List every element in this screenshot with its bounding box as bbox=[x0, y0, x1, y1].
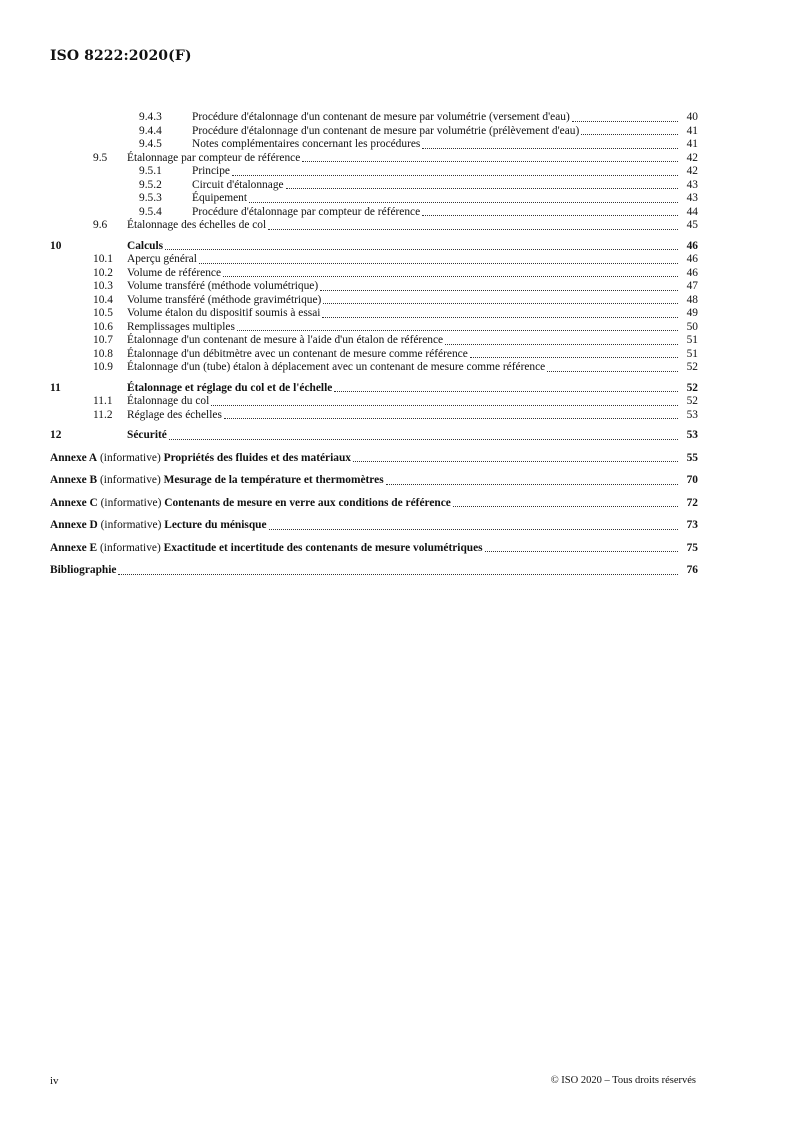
toc-title: Procédure d'étalonnage d'un contenant de mesure par volumétrie (prélèvement d'eau) bbox=[192, 124, 580, 137]
toc-page: 42 bbox=[686, 165, 698, 177]
toc-page: 52 bbox=[686, 381, 698, 394]
toc-page: 48 bbox=[686, 293, 698, 306]
toc-entry-11[interactable] bbox=[50, 382, 698, 396]
toc-page: 51 bbox=[686, 347, 698, 360]
toc-number: 9.5.3 bbox=[139, 192, 162, 204]
toc-entry-9-4-5[interactable] bbox=[50, 138, 698, 152]
dot-leader bbox=[237, 330, 678, 331]
toc-entry-annex-b[interactable] bbox=[50, 474, 698, 488]
toc-entry-9-6[interactable] bbox=[50, 219, 698, 233]
toc-page: 43 bbox=[686, 192, 698, 204]
toc-entry-annex-a[interactable] bbox=[50, 452, 698, 466]
toc-entry-9-4-4[interactable] bbox=[50, 125, 698, 139]
toc-number: 10.7 bbox=[93, 334, 113, 346]
toc-entry-9-5-4[interactable] bbox=[50, 206, 698, 220]
toc-entry-10-4[interactable] bbox=[50, 294, 698, 308]
toc-title: Bibliographie bbox=[50, 564, 117, 576]
footer-copyright: © ISO 2020 – Tous droits réservés bbox=[550, 1075, 696, 1086]
toc-title: Étalonnage du col bbox=[127, 395, 210, 407]
toc-number: 10.4 bbox=[93, 293, 113, 306]
annex-kind: (informative) bbox=[100, 474, 161, 486]
toc-page: 51 bbox=[686, 334, 698, 346]
toc-number: 10.2 bbox=[93, 266, 113, 279]
annex-label: Annexe D bbox=[50, 519, 98, 531]
toc-page: 70 bbox=[686, 474, 698, 486]
toc-number: 9.5 bbox=[93, 151, 108, 164]
toc-entry-9-5-1[interactable] bbox=[50, 165, 698, 179]
dot-leader bbox=[199, 263, 678, 264]
toc-entry-10[interactable] bbox=[50, 240, 698, 254]
toc-title: Calculs bbox=[127, 239, 164, 252]
toc-page: 46 bbox=[686, 253, 698, 265]
toc-entry-10-5[interactable] bbox=[50, 307, 698, 321]
toc-title: Réglage des échelles bbox=[127, 408, 222, 421]
dot-leader bbox=[320, 290, 678, 291]
toc-number: 9.4.5 bbox=[139, 138, 162, 150]
toc-number: 10 bbox=[50, 239, 62, 252]
dot-leader bbox=[268, 229, 678, 230]
toc-number: 12 bbox=[50, 429, 62, 441]
toc-title: Étalonnage d'un débitmètre avec un contenant de mesure comme référence bbox=[127, 347, 468, 360]
toc-title: Volume étalon du dispositif soumis à essai bbox=[127, 307, 321, 319]
toc-page: 40 bbox=[686, 111, 698, 123]
dot-leader bbox=[223, 276, 678, 277]
toc-page: 43 bbox=[686, 178, 698, 191]
toc-title: Étalonnage d'un (tube) étalon à déplacement avec un contenant de mesure comme référence bbox=[127, 361, 546, 373]
toc-number: 11 bbox=[50, 381, 61, 394]
dot-leader bbox=[445, 344, 678, 345]
annex-kind: (informative) bbox=[100, 541, 161, 554]
toc-entry-12[interactable] bbox=[50, 429, 698, 443]
toc-page: 46 bbox=[686, 266, 698, 279]
toc-entry-10-6[interactable] bbox=[50, 321, 698, 335]
annex-title: Lecture du ménisque bbox=[164, 519, 267, 531]
toc-title: Procédure d'étalonnage d'un contenant de mesure par volumétrie (versement d'eau) bbox=[192, 111, 570, 123]
toc-entry-11-2[interactable] bbox=[50, 409, 698, 423]
annex-label: Annexe A bbox=[50, 451, 98, 464]
toc-title: Volume de référence bbox=[127, 266, 222, 279]
toc-page: 49 bbox=[686, 307, 698, 319]
toc-title: Circuit d'étalonnage bbox=[192, 178, 284, 191]
toc-page: 46 bbox=[686, 239, 698, 252]
toc-entry-9-5[interactable] bbox=[50, 152, 698, 166]
toc-entry-9-5-3[interactable] bbox=[50, 192, 698, 206]
toc-entry-bibliography[interactable] bbox=[50, 564, 698, 578]
toc-entry-11-1[interactable] bbox=[50, 395, 698, 409]
annex-title: Mesurage de la température et thermomètres bbox=[163, 474, 384, 486]
toc-number: 9.5.4 bbox=[139, 205, 162, 218]
toc-number: 10.8 bbox=[93, 347, 113, 360]
toc-title: Étalonnage d'un contenant de mesure à l'aide d'un étalon de référence bbox=[127, 334, 444, 346]
toc-page: 41 bbox=[686, 124, 698, 137]
dot-leader bbox=[232, 175, 678, 176]
toc-number: 10.1 bbox=[93, 253, 113, 265]
toc-number: 10.5 bbox=[93, 307, 113, 319]
document-header-id: ISO 8222:2020(F) bbox=[50, 48, 192, 64]
toc-page: 41 bbox=[686, 138, 698, 150]
toc-entry-10-8[interactable] bbox=[50, 348, 698, 362]
toc-page: 53 bbox=[686, 408, 698, 421]
annex-label: Annexe E bbox=[50, 541, 98, 554]
toc-number: 10.9 bbox=[93, 361, 113, 373]
annex-title: Exactitude et incertitude des contenants de mesure volumétriques bbox=[163, 541, 483, 554]
toc-entry-10-9[interactable] bbox=[50, 361, 698, 375]
toc-number: 10.6 bbox=[93, 320, 113, 333]
annex-kind: (informative) bbox=[100, 451, 161, 464]
toc-title: Équipement bbox=[192, 192, 248, 204]
toc-entry-annex-e[interactable] bbox=[50, 542, 698, 556]
dot-leader bbox=[572, 121, 678, 122]
dot-leader bbox=[422, 215, 678, 216]
dot-leader bbox=[386, 484, 678, 485]
toc-title: Procédure d'étalonnage par compteur de référence bbox=[192, 205, 421, 218]
dot-leader bbox=[249, 202, 678, 203]
toc-number: 11.2 bbox=[93, 408, 113, 421]
toc-page: 52 bbox=[686, 361, 698, 373]
toc-entry-9-5-2[interactable] bbox=[50, 179, 698, 193]
toc-title: Aperçu général bbox=[127, 253, 197, 265]
toc-title: Volume transféré (méthode volumétrique) bbox=[127, 280, 319, 292]
toc-title: Étalonnage des échelles de col bbox=[127, 219, 267, 231]
toc-page: 73 bbox=[686, 519, 698, 531]
toc-page: 47 bbox=[686, 280, 698, 292]
dot-leader bbox=[485, 551, 678, 552]
toc-page: 76 bbox=[686, 564, 698, 576]
toc-title: Volume transféré (méthode gravimétrique) bbox=[127, 293, 322, 306]
toc-title: Sécurité bbox=[127, 429, 167, 441]
toc-entry-9-4-3[interactable] bbox=[50, 111, 698, 125]
toc-number: 9.4.4 bbox=[139, 124, 162, 137]
toc-page: 45 bbox=[686, 219, 698, 231]
dot-leader bbox=[323, 303, 678, 304]
toc-entry-10-7[interactable] bbox=[50, 334, 698, 348]
dot-leader bbox=[165, 249, 678, 250]
toc-page: 55 bbox=[686, 451, 698, 464]
toc-entry-10-2[interactable] bbox=[50, 267, 698, 281]
dot-leader bbox=[302, 161, 678, 162]
toc-entry-10-3[interactable] bbox=[50, 280, 698, 294]
toc-entry-10-1[interactable] bbox=[50, 253, 698, 267]
toc-entry-annex-c[interactable] bbox=[50, 497, 698, 511]
dot-leader bbox=[453, 506, 678, 507]
toc-title: Principe bbox=[192, 165, 230, 177]
dot-leader bbox=[118, 574, 678, 575]
toc-title: Étalonnage par compteur de référence bbox=[127, 151, 301, 164]
annex-title: Contenants de mesure en verre aux conditions de référence bbox=[164, 496, 451, 509]
table-of-contents bbox=[50, 111, 698, 578]
toc-title: Notes complémentaires concernant les procédures bbox=[192, 138, 421, 150]
dot-leader bbox=[581, 134, 678, 135]
toc-page: 53 bbox=[686, 429, 698, 441]
dot-leader bbox=[334, 391, 678, 392]
annex-kind: (informative) bbox=[100, 496, 162, 509]
annex-label: Annexe B bbox=[50, 474, 98, 486]
dot-leader bbox=[224, 418, 678, 419]
toc-entry-annex-d[interactable] bbox=[50, 519, 698, 533]
toc-page: 72 bbox=[686, 496, 698, 509]
toc-title: Remplissages multiples bbox=[127, 320, 235, 333]
toc-title: Étalonnage et réglage du col et de l'échelle bbox=[127, 381, 333, 394]
dot-leader bbox=[211, 405, 678, 406]
dot-leader bbox=[470, 357, 678, 358]
annex-title: Propriétés des fluides et des matériaux bbox=[163, 451, 351, 464]
toc-number: 9.6 bbox=[93, 219, 108, 231]
toc-number: 10.3 bbox=[93, 280, 113, 292]
footer-page-number: iv bbox=[50, 1075, 59, 1087]
dot-leader bbox=[269, 529, 678, 530]
toc-page: 44 bbox=[686, 205, 698, 218]
toc-number: 9.5.1 bbox=[139, 165, 162, 177]
toc-number: 9.5.2 bbox=[139, 178, 162, 191]
dot-leader bbox=[169, 439, 678, 440]
annex-label: Annexe C bbox=[50, 496, 98, 509]
toc-number: 9.4.3 bbox=[139, 111, 162, 123]
toc-number: 11.1 bbox=[93, 395, 113, 407]
dot-leader bbox=[547, 371, 678, 372]
dot-leader bbox=[353, 461, 678, 462]
dot-leader bbox=[286, 188, 678, 189]
dot-leader bbox=[322, 317, 678, 318]
toc-page: 50 bbox=[686, 320, 698, 333]
toc-page: 42 bbox=[686, 151, 698, 164]
toc-page: 75 bbox=[686, 541, 698, 554]
toc-page: 52 bbox=[686, 395, 698, 407]
dot-leader bbox=[422, 148, 678, 149]
annex-kind: (informative) bbox=[100, 519, 162, 531]
